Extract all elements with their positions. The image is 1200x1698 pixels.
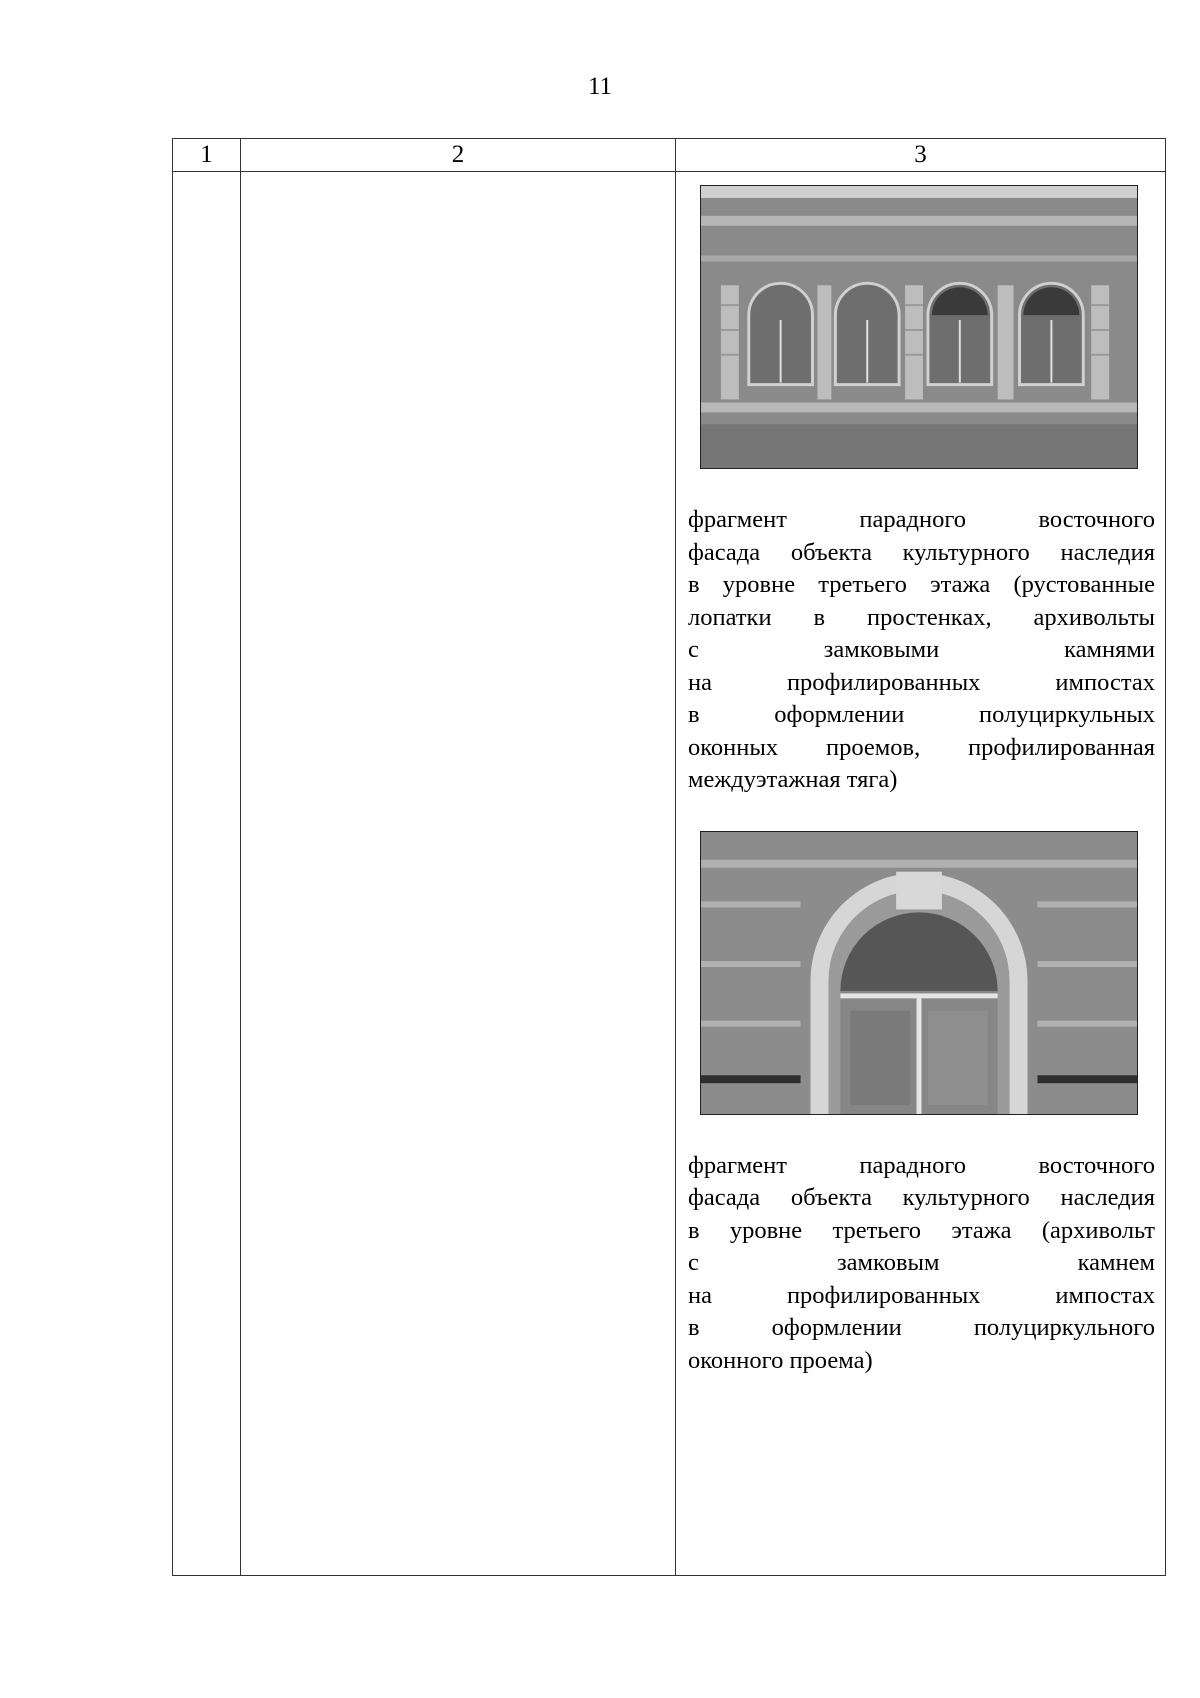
caption-line: с замковым камнем <box>688 1249 1155 1276</box>
page-number: 11 <box>587 73 613 100</box>
caption-line: в оформлении полуциркульных <box>688 701 1155 728</box>
caption-line: в уровне третьего этажа (рустованные <box>688 571 1155 598</box>
caption-line: фасада объекта культурного наследия <box>688 538 1155 566</box>
facade-photo-icon <box>701 186 1137 468</box>
caption-line: в оформлении полуциркульного <box>688 1314 1155 1341</box>
table-row <box>173 172 1166 1576</box>
caption-line: междуэтажная тяга) <box>688 766 898 793</box>
photo-caption-2 <box>688 1150 1155 1378</box>
caption-line: оконных проемов, профилированная <box>688 733 1155 761</box>
caption-line: в уровне третьего этажа (архивольт <box>688 1216 1155 1244</box>
column-header-3: 3 <box>676 139 1166 172</box>
photo-caption-1 <box>688 504 1155 797</box>
caption-line: с замковыми камнями <box>688 636 1155 663</box>
caption-line: фасада объекта культурного наследия <box>688 1184 1155 1211</box>
table-header-row <box>173 139 1166 172</box>
cell-photos <box>676 172 1166 1576</box>
monument-description-table <box>172 138 1166 1576</box>
facade-photo-arched-window <box>700 831 1138 1115</box>
caption-line: на профилированных импостах <box>688 1281 1155 1309</box>
facade-photo-windows-row <box>700 185 1138 469</box>
caption-line: лопатки в простенках, архивольты <box>688 603 1155 631</box>
caption-line: фрагмент парадного восточного <box>688 1151 1155 1179</box>
column-header-1: 1 <box>173 139 241 172</box>
column-header-2: 2 <box>241 139 676 172</box>
caption-line: на профилированных импостах <box>688 668 1155 696</box>
caption-line: оконного проема) <box>688 1346 873 1374</box>
cell-number <box>173 172 241 1576</box>
facade-photo-icon <box>701 832 1137 1114</box>
caption-line: фрагмент парадного восточного <box>688 506 1155 533</box>
cell-description <box>241 172 676 1576</box>
